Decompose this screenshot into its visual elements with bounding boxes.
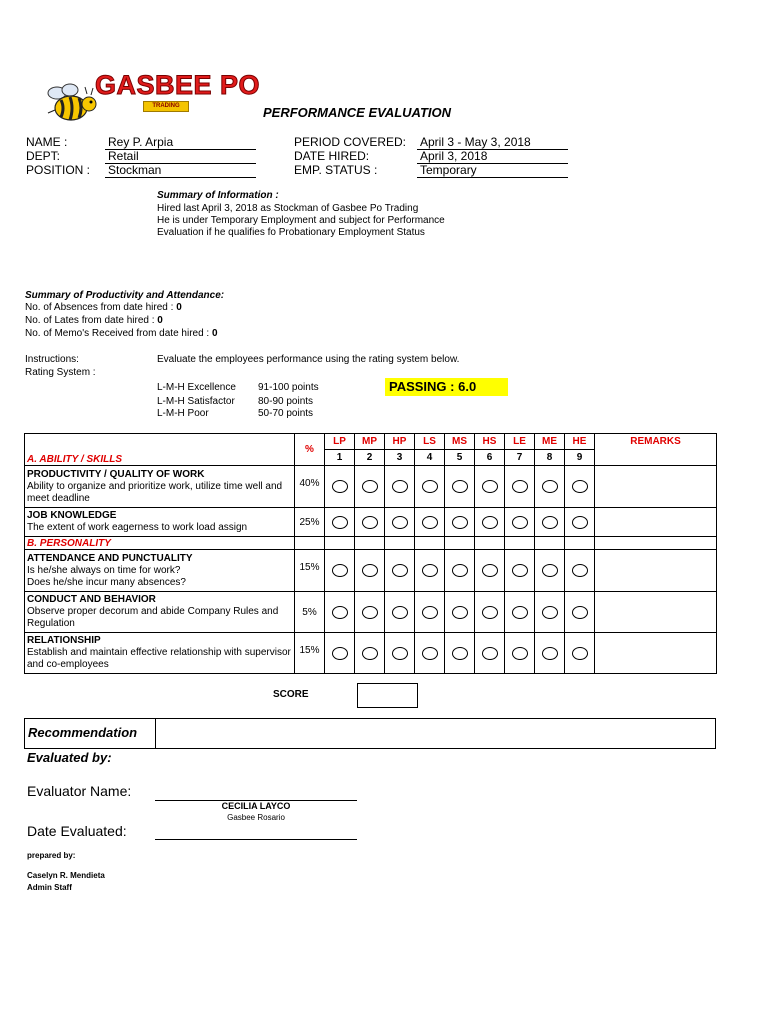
rating-radio-9[interactable] [572,564,588,577]
summary-line-2: He is under Temporary Employment and subject for Performance [157,215,445,226]
rating-code-header: HS [475,434,505,450]
rating-radio-6[interactable] [482,564,498,577]
rating-number: 6 [475,450,505,466]
rating-radio-3[interactable] [392,564,408,577]
passing-score-badge: PASSING : 6.0 [385,378,508,396]
rating-radio-6[interactable] [482,606,498,619]
remarks-cell[interactable] [595,550,717,592]
absences-row: No. of Absences from date hired : 0 [25,302,182,313]
rating-code-header: MP [355,434,385,450]
rating-radio-3[interactable] [392,480,408,493]
criterion-cell [25,592,295,633]
rating-scale-points: 80-90 points [258,396,314,407]
summary-line-1: Hired last April 3, 2018 as Stockman of Gasbee Po Trading [157,203,419,214]
rating-radio-9[interactable] [572,606,588,619]
rating-radio-1[interactable] [332,606,348,619]
rating-number: 5 [445,450,475,466]
criterion-title: ATTENDANCE AND PUNCTUALITY [27,552,193,564]
rating-radio-8[interactable] [542,647,558,660]
rating-code-header: HE [565,434,595,450]
remarks-cell[interactable] [595,633,717,674]
emp-status-value: Temporary [417,163,568,178]
rating-number: 4 [415,450,445,466]
name-value: Rey P. Arpia [105,135,256,150]
rating-radio-4[interactable] [422,564,438,577]
period-value: April 3 - May 3, 2018 [417,135,568,150]
evaluator-company: Gasbee Rosario [227,813,285,822]
productivity-heading: Summary of Productivity and Attendance: [25,290,225,301]
evaluator-name: CECILIA LAYCO [221,801,291,811]
rating-radio-4[interactable] [422,606,438,619]
rating-radio-7[interactable] [512,516,528,529]
rating-radio-1[interactable] [332,647,348,660]
prepared-by-role: Admin Staff [27,883,72,892]
remarks-header: REMARKS [595,434,717,466]
memos-row: No. of Memo's Received from date hired : 0 [25,328,218,339]
summary-heading: Summary of Information : [157,190,279,201]
page-title: PERFORMANCE EVALUATION [263,105,452,120]
remarks-cell[interactable] [595,592,717,633]
rating-radio-5[interactable] [452,516,468,529]
rating-code-header: LP [325,434,355,450]
position-label: POSITION : [26,163,91,177]
rating-radio-5[interactable] [452,480,468,493]
rating-radio-1[interactable] [332,480,348,493]
rating-radio-5[interactable] [452,647,468,660]
criterion-weight: 15% [295,550,325,592]
rating-radio-4[interactable] [422,516,438,529]
rating-number: 3 [385,450,415,466]
rating-radio-9[interactable] [572,516,588,529]
criterion-row [25,550,717,592]
period-label: PERIOD COVERED: [294,135,407,149]
criterion-cell [25,633,295,674]
rating-code-header: MS [445,434,475,450]
rating-code-header: HP [385,434,415,450]
score-label: SCORE [273,689,309,700]
criterion-cell [25,466,295,508]
rating-code-header: ME [535,434,565,450]
rating-radio-2[interactable] [362,564,378,577]
criterion-title: CONDUCT AND BEHAVIOR [27,594,156,605]
criterion-weight: 5% [295,592,325,633]
criterion-description: Establish and maintain effective relationship with supervisor and co-employees [27,647,291,670]
rating-radio-2[interactable] [362,606,378,619]
rating-radio-8[interactable] [542,516,558,529]
criterion-weight: 25% [295,508,325,537]
evaluation-table [24,433,717,674]
criterion-row [25,633,717,674]
company-logo-subtitle: TRADING [143,101,189,112]
remarks-cell[interactable] [595,508,717,537]
rating-radio-5[interactable] [452,606,468,619]
criterion-cell [25,508,295,537]
rating-radio-4[interactable] [422,647,438,660]
evaluator-name-label: Evaluator Name: [27,783,132,799]
criterion-description: Is he/she always on time for work? Does he/she incur many absences? [27,564,186,588]
rating-scale-name: L-M-H Poor [157,408,209,419]
emp-status-label: EMP. STATUS : [294,163,378,177]
rating-radio-6[interactable] [482,516,498,529]
date-evaluated-line[interactable] [155,839,357,840]
rating-radio-8[interactable] [542,480,558,493]
rating-radio-8[interactable] [542,606,558,619]
criterion-title: PRODUCTIVITY / QUALITY OF WORK [27,468,205,480]
rating-code-header: LE [505,434,535,450]
position-value: Stockman [105,163,256,178]
remarks-cell[interactable] [595,466,717,508]
rating-scale-points: 50-70 points [258,408,314,419]
company-logo-text: GASBEE PO [95,70,261,100]
rating-scale-name: L-M-H Excellence [157,382,236,393]
rating-radio-7[interactable] [512,647,528,660]
criterion-description: The extent of work eagerness to work load assign [27,522,248,533]
criterion-title: JOB KNOWLEDGE [27,510,117,521]
rating-radio-3[interactable] [392,647,408,660]
rating-radio-3[interactable] [392,606,408,619]
bee-logo-icon [43,80,99,125]
name-label: NAME : [26,135,68,149]
criterion-weight: 15% [295,633,325,674]
recommendation-label: Recommendation [28,725,138,740]
prepared-by-label: prepared by: [27,851,76,860]
rating-number: 2 [355,450,385,466]
criterion-cell [25,550,295,592]
rating-radio-1[interactable] [332,564,348,577]
dept-label: DEPT: [26,149,61,163]
dept-value: Retail [105,149,256,164]
criterion-row [25,466,717,508]
date-evaluated-label: Date Evaluated: [27,823,127,839]
rating-number: 1 [325,450,355,466]
section-b-label: B. PERSONALITY [25,537,295,550]
date-hired-label: DATE HIRED: [294,149,370,163]
criterion-row [25,508,717,537]
criterion-description: Ability to organize and prioritize work, utilize time well and meet deadline [27,480,283,504]
rating-number: 8 [535,450,565,466]
rating-number: 9 [565,450,595,466]
rating-radio-7[interactable] [512,564,528,577]
rating-radio-2[interactable] [362,647,378,660]
rating-radio-3[interactable] [392,516,408,529]
rating-scale-points: 91-100 points [258,382,319,393]
section-a-cell [25,434,295,466]
rating-system-label: Rating System : [25,367,96,378]
summary-line-3: Evaluation if he qualifies fo Probationary Employment Status [157,227,425,238]
lates-row: No. of Lates from date hired : 0 [25,315,163,326]
date-hired-value: April 3, 2018 [417,149,568,164]
rating-radio-6[interactable] [482,647,498,660]
rating-radio-8[interactable] [542,564,558,577]
section-a-label: A. ABILITY / SKILLS [27,454,123,465]
evaluated-by-heading: Evaluated by: [27,750,112,765]
score-input[interactable] [357,683,418,708]
criterion-description: Observe proper decorum and abide Company Rules and Regulation [27,606,279,629]
rating-number: 7 [505,450,535,466]
criterion-row [25,592,717,633]
instructions-label: Instructions: [25,354,79,365]
rating-radio-9[interactable] [572,647,588,660]
prepared-by-name: Caselyn R. Mendieta [27,871,105,880]
rating-scale-name: L-M-H Satisfactor [157,396,235,407]
criterion-weight: 40% [295,466,325,508]
rating-radio-1[interactable] [332,516,348,529]
instructions-text: Evaluate the employees performance using the rating system below. [157,354,460,365]
percent-header: % [295,434,325,466]
rating-radio-7[interactable] [512,480,528,493]
rating-radio-2[interactable] [362,480,378,493]
recommendation-divider [155,718,156,749]
criterion-title: RELATIONSHIP [27,635,101,646]
rating-radio-4[interactable] [422,480,438,493]
rating-code-header: LS [415,434,445,450]
rating-radio-7[interactable] [512,606,528,619]
rating-radio-5[interactable] [452,564,468,577]
rating-radio-9[interactable] [572,480,588,493]
rating-radio-6[interactable] [482,480,498,493]
rating-radio-2[interactable] [362,516,378,529]
